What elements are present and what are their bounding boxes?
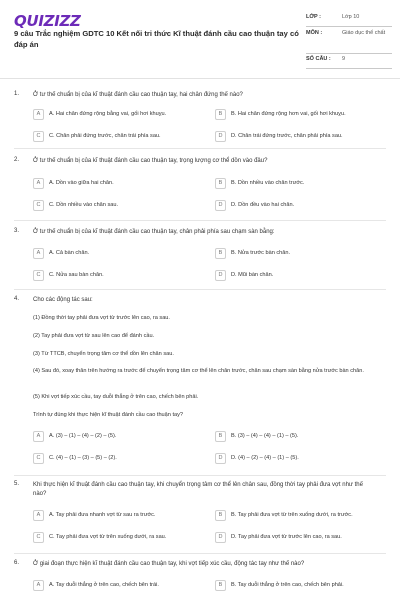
option-letter: B — [215, 248, 226, 259]
option-a[interactable] — [33, 431, 181, 443]
option-letter: B — [215, 109, 226, 120]
question-divider — [14, 553, 386, 554]
option-letter: D — [215, 270, 226, 281]
statement-4: (4) Sau đó, xoay thân trên hướng ra trước để chuyển trọng tâm cơ thể lên chân trước, chân sau chạm sàn bằng nửa trước bàn chân. — [33, 368, 364, 374]
option-b[interactable] — [215, 580, 363, 592]
option-letter: B — [215, 178, 226, 189]
meta-value: 9 — [342, 56, 346, 62]
question-text: Ở tư thế chuẩn bị của kĩ thuật đánh cầu cao thuận tay, trọng lượng cơ thể dồn vào đâu? — [33, 158, 268, 164]
option-text: D. Dồn đều vào hai chân. — [231, 202, 295, 208]
option-a[interactable] — [33, 109, 181, 121]
meta-value: Lớp 10 — [342, 14, 360, 20]
option-letter: C — [33, 532, 44, 543]
option-d[interactable] — [215, 131, 363, 143]
question-divider — [14, 475, 386, 476]
option-text: B. Tay phải đưa vợt từ trên xuống dưới, ra trước. — [231, 512, 353, 518]
option-letter: B — [215, 431, 226, 442]
option-text: D. Chân trái đứng trước, chân phải phía sau. — [231, 133, 343, 139]
option-letter: D — [215, 200, 226, 211]
question-divider — [14, 148, 386, 149]
option-d[interactable] — [215, 453, 363, 465]
option-a[interactable] — [33, 248, 181, 260]
option-letter: A — [33, 109, 44, 120]
option-d[interactable] — [215, 270, 363, 282]
option-letter: A — [33, 580, 44, 591]
option-a[interactable] — [33, 178, 181, 190]
option-text: C. Dồn nhiều vào chân sau. — [49, 202, 119, 208]
option-b[interactable] — [215, 178, 363, 190]
option-letter: D — [215, 131, 226, 142]
option-text: D. (4) – (2) – (4) – (1) – (5). — [231, 455, 299, 461]
question-text: Cho các động tác sau: — [33, 297, 93, 303]
meta-subject-row — [306, 30, 392, 54]
option-letter: D — [215, 532, 226, 543]
option-text: A. Cả bàn chân. — [49, 250, 90, 256]
question-number: 5. — [14, 481, 20, 487]
option-text: C. Tay phải đưa vợt từ trên xuống dưới, ra sau. — [49, 534, 167, 540]
quizizz-logo[interactable]: QUIZIZZ — [14, 12, 81, 30]
option-text: D. Tay phải đưa vợt từ trước lên cao, ra sau. — [231, 534, 342, 540]
document-title: 9 câu Trắc nghiệm GDTC 10 Kết nối tri thức Kĩ thuật đánh cầu cao thuận tay có đáp án — [14, 29, 299, 49]
option-letter: C — [33, 200, 44, 211]
option-text: D. Mũi bàn chân. — [231, 272, 274, 278]
option-a[interactable] — [33, 510, 181, 522]
meta-label: LỚP : — [306, 14, 321, 20]
option-letter: C — [33, 270, 44, 281]
option-b[interactable] — [215, 109, 363, 121]
question-divider — [14, 289, 386, 290]
question-number: 4. — [14, 296, 20, 302]
option-b[interactable] — [215, 248, 363, 260]
option-letter: D — [215, 453, 226, 464]
header-divider — [0, 78, 400, 79]
option-letter: A — [33, 248, 44, 259]
option-text: C. Chân phải đứng trước, chân trái phía sau. — [49, 133, 161, 139]
statement-2: (2) Tay phải đưa vợt từ sau lên cao để đánh cầu. — [33, 333, 155, 339]
option-b[interactable] — [215, 510, 363, 522]
meta-label: SỐ CÂU : — [306, 56, 331, 62]
statement-3: (3) Từ TTCB, chuyển trọng tâm cơ thể dồn lên chân sau. — [33, 351, 174, 357]
option-text: B. (3) – (4) – (4) – (1) – (5). — [231, 433, 299, 439]
option-letter: A — [33, 510, 44, 521]
option-letter: C — [33, 453, 44, 464]
option-c[interactable] — [33, 453, 181, 465]
option-text: B. Dồn nhiều vào chân trước. — [231, 180, 305, 186]
option-d[interactable] — [215, 200, 363, 212]
option-text: C. (4) – (1) – (3) – (5) – (2). — [49, 455, 117, 461]
option-text: A. Tay duỗi thẳng ở trên cao, chếch bên trái. — [49, 582, 159, 588]
option-letter: B — [215, 510, 226, 521]
option-b[interactable] — [215, 431, 363, 443]
question-number: 6. — [14, 560, 20, 566]
question-number: 3. — [14, 228, 20, 234]
option-c[interactable] — [33, 532, 181, 544]
option-letter: C — [33, 131, 44, 142]
option-letter: A — [33, 431, 44, 442]
option-d[interactable] — [215, 532, 363, 544]
meta-value: Giáo dục thể chất — [342, 30, 386, 36]
option-text: A. Hai chân đứng rộng bằng vai, gối hơi khuỵu. — [49, 111, 167, 117]
option-text: B. Hai chân đứng rộng hơn vai, gối hơi khuỵu. — [231, 111, 346, 117]
question-text: Ở giai đoạn thực hiện kĩ thuật đánh cầu cao thuận tay, khi vợt tiếp xúc cầu, động tác tay như thế nào? — [33, 561, 305, 567]
option-letter: A — [33, 178, 44, 189]
question-number: 1. — [14, 91, 20, 97]
option-text: A. (3) – (1) – (4) – (2) – (5). — [49, 433, 117, 439]
option-text: A. Tay phải đưa nhanh vợt từ sau ra trước. — [49, 512, 156, 518]
option-c[interactable] — [33, 131, 181, 143]
question-number: 2. — [14, 157, 20, 163]
option-c[interactable] — [33, 200, 181, 212]
question-prompt: Trình tự đúng khi thực hiện kĩ thuật đánh cầu cao thuận tay? — [33, 412, 184, 418]
option-a[interactable] — [33, 580, 181, 592]
question-text: Ở tư thế chuẩn bị của kĩ thuật đánh cầu cao thuận tay, hai chân đứng thế nào? — [33, 92, 243, 98]
question-divider — [14, 220, 386, 221]
option-letter: B — [215, 580, 226, 591]
statement-5: (5) Khi vợt tiếp xúc cầu, tay duỗi thẳng ở trên cao, chếch bên phải. — [33, 394, 199, 400]
meta-count-row — [306, 56, 392, 69]
question-text: Ở tư thế chuẩn bị của kĩ thuật đánh cầu cao thuận tay, chân phải phía sau chạm sàn bằng: — [33, 229, 275, 235]
document-header — [0, 0, 400, 76]
meta-label: MÔN : — [306, 30, 323, 36]
option-text: B. Nửa trước bàn chân. — [231, 250, 291, 256]
option-text: A. Dồn vào giữa hai chân. — [49, 180, 114, 186]
option-text: C. Nửa sau bàn chân. — [49, 272, 104, 278]
question-text: Khi thực hiện kĩ thuật đánh cầu cao thuận tay, khi chuyển trọng tâm cơ thể lên chân sau, đồng thời tay phải đưa vợt như thế nào? — [33, 482, 363, 498]
meta-class-row — [306, 14, 392, 27]
option-c[interactable] — [33, 270, 181, 282]
option-text: B. Tay duỗi thẳng ở trên cao, chếch bên phải. — [231, 582, 344, 588]
statement-1: (1) Đồng thời tay phải đưa vợt từ trước lên cao, ra sau. — [33, 315, 170, 321]
